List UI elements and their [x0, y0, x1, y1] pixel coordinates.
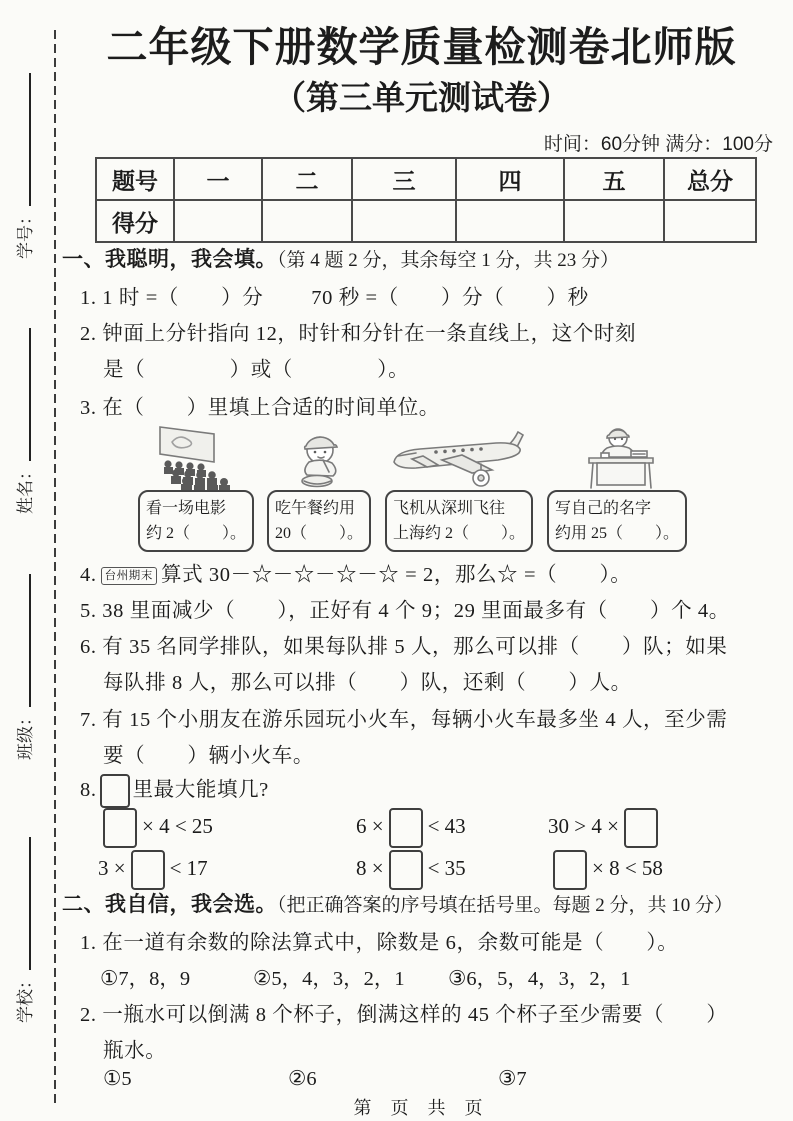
card-movie-box	[138, 490, 254, 552]
school-blank	[11, 837, 31, 970]
equation-pre: 6 ×	[356, 813, 384, 838]
score-table-cell: 得分	[96, 200, 174, 242]
score-table-header-row	[96, 158, 756, 200]
s2q2-option-1: ①5	[103, 1068, 132, 1090]
score-table-cell: 题号	[96, 158, 174, 200]
school-field	[11, 833, 37, 1023]
question-8-number: 8.	[80, 779, 97, 801]
student-name-field	[11, 324, 37, 514]
class-label: 班级：	[16, 709, 35, 760]
score-table-cell: 五	[564, 158, 664, 200]
s2q2-option-2: ②6	[288, 1068, 317, 1090]
s2q1-option-1: ①7，8，9	[100, 968, 191, 990]
equation-1	[98, 808, 213, 848]
margin-dashed-line	[54, 30, 56, 1108]
score-blank-cell	[262, 200, 352, 242]
lunch-child-icon	[287, 418, 351, 490]
airplane-icon	[384, 418, 534, 490]
question-3-cards	[138, 418, 687, 552]
fill-box	[100, 774, 130, 808]
question-8	[80, 772, 269, 808]
section-2-heading	[62, 888, 733, 918]
student-id-label: 学号：	[16, 208, 35, 259]
s2q1-option-3: ③6，5，4，3，2，1	[448, 968, 631, 990]
card-movie	[138, 418, 254, 552]
exam-info: 时间：60分钟 满分：100分	[543, 134, 773, 155]
equation-post: < 43	[427, 813, 466, 838]
student-name-label: 姓名：	[16, 463, 35, 514]
equation-post: × 8 < 58	[592, 855, 663, 880]
s2q2-option-3: ③7	[498, 1068, 527, 1090]
equation-3	[548, 808, 663, 848]
source-badge: 台州期末	[101, 567, 157, 585]
page-title: 二年级下册数学质量检测卷北师版	[106, 24, 737, 70]
equation-post: × 4 < 25	[142, 813, 213, 838]
equation-pre: 30 > 4 ×	[548, 813, 619, 838]
score-blank-cell	[352, 200, 456, 242]
fill-box	[103, 808, 137, 848]
score-table-cell: 一	[174, 158, 262, 200]
question-8-text: 里最大能填几?	[132, 779, 269, 801]
equation-post: < 17	[169, 855, 208, 880]
card-lunch-line1: 吃午餐约用	[275, 500, 356, 517]
score-table-cell: 四	[456, 158, 564, 200]
card-movie-line2: 约 2（ ）。	[146, 525, 247, 542]
score-blank-cell	[664, 200, 756, 242]
equation-pre: 8 ×	[356, 855, 384, 880]
score-table-cell: 三	[352, 158, 456, 200]
question-4-number: 4.	[80, 564, 97, 586]
score-blank-cell	[174, 200, 262, 242]
card-lunch-line2: 20（ ）。	[275, 525, 364, 542]
equation-post: < 35	[427, 855, 466, 880]
class-field	[11, 570, 37, 760]
score-table-cell: 二	[262, 158, 352, 200]
student-id-blank	[11, 73, 31, 206]
question-2-line1: 2. 钟面上分针指向 12，时针和分针在一条直线上，这个时刻	[80, 323, 637, 345]
section2-question-2-line2: 瓶水。	[103, 1040, 167, 1062]
question-7-line1: 7. 有 15 个小朋友在游乐园玩小火车，每辆小火车最多坐 4 人，至少需	[80, 709, 728, 731]
question-6-line1: 6. 有 35 名同学排队，如果每队排 5 人，那么可以排（ ）队；如果	[80, 636, 728, 658]
question-2-line2: 是（ ）或（ ）。	[103, 359, 410, 381]
fill-box	[131, 850, 165, 890]
audience	[164, 460, 230, 490]
fill-box	[389, 850, 423, 890]
question-1: 1. 1 时 =（ ）分 70 秒 =（ ）分（ ）秒	[80, 287, 589, 309]
question-7-line2: 要（ ）辆小火车。	[103, 745, 314, 767]
equation-2	[356, 808, 466, 848]
card-flight-line2: 上海约 2（ ）。	[393, 525, 526, 542]
score-blank-cell	[564, 200, 664, 242]
question-3: 3. 在（ ）里填上合适的时间单位。	[80, 397, 440, 419]
section-1-title: 一、我聪明，我会填。	[62, 248, 277, 271]
section-1-heading	[62, 243, 619, 273]
equation-6	[548, 850, 663, 890]
question-4-text: 算式 30－☆－☆－☆－☆ = 2，那么☆ =（ ）。	[160, 564, 632, 586]
section-2-note: （把正确答案的序号填在括号里。每题 2 分，共 10 分）	[277, 895, 734, 916]
page-footer: 第 页 共 页	[353, 1098, 490, 1118]
class-blank	[11, 574, 31, 707]
card-movie-line1: 看一场电影	[146, 500, 227, 517]
s2q1-option-2: ②5，4，3，2，1	[253, 968, 405, 990]
score-blank-cell	[456, 200, 564, 242]
fill-box	[389, 808, 423, 848]
section2-question-1: 1. 在一道有余数的除法算式中，除数是 6，余数可能是（ ）。	[80, 932, 679, 954]
card-lunch	[267, 418, 371, 552]
card-flight	[384, 418, 534, 552]
score-table	[95, 157, 757, 243]
section-1-note: （第 4 题 2 分，其余每空 1 分，共 23 分）	[277, 250, 620, 271]
fill-box	[553, 850, 587, 890]
writing-child-icon	[571, 418, 663, 490]
student-id-field	[11, 69, 37, 259]
school-label: 学校：	[16, 972, 35, 1023]
question-4	[80, 557, 631, 587]
score-table-score-row	[96, 200, 756, 242]
card-flight-box	[385, 490, 533, 552]
page-subtitle: （第三单元测试卷）	[273, 79, 570, 116]
score-table-cell: 总分	[664, 158, 756, 200]
question-5: 5. 38 里面减少（ ），正好有 4 个 9；29 里面最多有（ ）个 4。	[80, 600, 730, 622]
card-lunch-box	[267, 490, 371, 552]
equation-5	[356, 850, 466, 890]
question-6-line2: 每队排 8 人，那么可以排（ ）队，还剩（ ）人。	[103, 672, 632, 694]
fill-box	[624, 808, 658, 848]
section2-question-2-line1: 2. 一瓶水可以倒满 8 个杯子，倒满这样的 45 个杯子至少需要（ ）	[80, 1004, 728, 1026]
card-writing	[547, 418, 687, 552]
section-2-title: 二、我自信，我会选。	[62, 893, 277, 916]
card-writing-box	[547, 490, 687, 552]
card-flight-line1: 飞机从深圳飞往	[393, 500, 506, 517]
equation-4	[98, 850, 208, 890]
equation-pre: 3 ×	[98, 855, 126, 880]
card-writing-line2: 约用 25（ ）。	[555, 525, 680, 542]
cinema-icon	[152, 418, 240, 490]
card-writing-line1: 写自己的名字	[555, 500, 652, 517]
student-name-blank	[11, 328, 31, 461]
